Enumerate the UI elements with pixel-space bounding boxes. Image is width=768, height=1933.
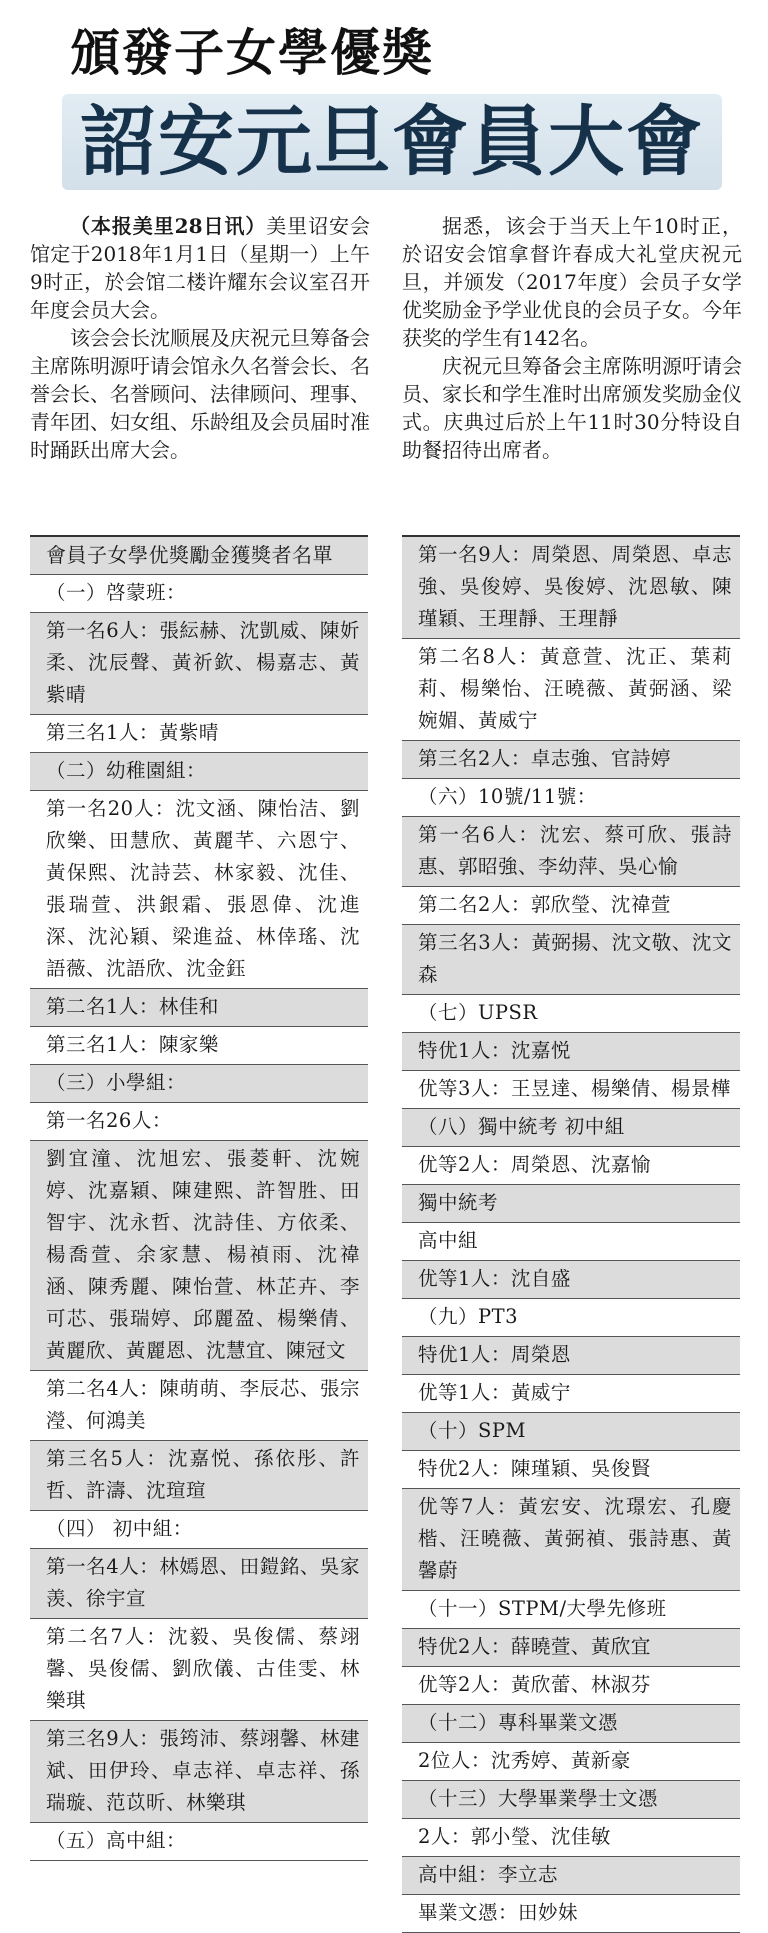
table-row: 劉宜潼、沈旭宏、張菱軒、沈婉婷、沈嘉穎、陳建熙、許智胜、田智宇、沈永哲、沈詩佳、方依柔、楊喬萱、余家慧、楊禎雨、沈禕涵、陳秀麗、陳怡萱、林芷卉、李可芯、張瑞婷、邱麗盈、楊樂倩、黃麗欣、黃麗恩、沈慧宜、陳冠文 — [30, 1141, 368, 1371]
table-row: 优等2人：周榮恩、沈嘉愉 — [402, 1147, 740, 1185]
article-paragraph — [402, 352, 742, 464]
article-text: 美里诏安会馆定于2018年1月1日（星期一）上午9时正，於会馆二楼许耀东会议室召开年度会员大会。 — [30, 214, 370, 322]
table-row: 特优1人：周榮恩 — [402, 1337, 740, 1375]
article-text: 该会会长沈顺展及庆祝元旦筹备会主席陈明源吁请会馆永久名誉会长、名誉会长、名誉顾问、法律顾问、理事、青年团、妇女组、乐龄组及会员届时准时踊跃出席大会。 — [30, 326, 370, 462]
table-row: 优等3人：王昱達、楊樂倩、楊景樺 — [402, 1071, 740, 1109]
table-header: 會員子女學优獎勵金獲獎者名單 — [30, 537, 368, 575]
table-row: 特优2人：薛曉萱、黃欣宜 — [402, 1629, 740, 1667]
table-row: （八）獨中統考 初中組 — [402, 1109, 740, 1147]
table-row: （五）高中組： — [30, 1823, 368, 1861]
table-row: 第三名1人：陳家樂 — [30, 1027, 368, 1065]
table-row: 第二名2人：郭欣瑩、沈禕萱 — [402, 887, 740, 925]
table-row: 优等2人：黃欣蕾、林淑芬 — [402, 1667, 740, 1705]
table-row: 2人：郭小瑩、沈佳敏 — [402, 1819, 740, 1857]
article-text: 据悉，该会于当天上午10时正，於诏安会馆拿督许春成大礼堂庆祝元旦，并颁发（2017年度）会员子女学优奖励金予学业优良的会员子女。今年获奖的学生有142名。 — [402, 214, 742, 350]
table-row: 2位人：沈秀婷、黃新豪 — [402, 1743, 740, 1781]
table-row: 第三名9人：張筠沛、蔡翊馨、林建斌、田伊玲、卓志祥、卓志祥、孫瑞璇、范苡昕、林樂琪 — [30, 1721, 368, 1823]
article-paragraph — [30, 212, 370, 324]
article-column-right — [402, 212, 742, 464]
article-paragraph — [402, 212, 742, 352]
table-row: （一）啓蒙班： — [30, 575, 368, 613]
table-row: 高中組：李立志 — [402, 1857, 740, 1895]
table-row: 第二名8人：黃意萱、沈正、葉莉莉、楊樂怡、汪曉薇、黃弼涵、梁婉媚、黃威宁 — [402, 639, 740, 741]
table-row: （七）UPSR — [402, 995, 740, 1033]
table-row: 第一名6人：張紜赫、沈凱威、陳妡柔、沈辰聲、黃祈欽、楊嘉志、黃紫晴 — [30, 613, 368, 715]
table-row: （九）PT3 — [402, 1299, 740, 1337]
table-row: 优等1人：沈自盛 — [402, 1261, 740, 1299]
table-row: （四） 初中組： — [30, 1511, 368, 1549]
table-row: 第一名26人： — [30, 1103, 368, 1141]
winners-table-right — [402, 535, 740, 1933]
table-row: 优等7人：黃宏安、沈璟宏、孔慶楷、汪曉薇、黃弼禎、張詩惠、黃馨蔚 — [402, 1489, 740, 1591]
table-row: 第一名4人：林嫣恩、田鎧銘、吳家羡、徐宇宣 — [30, 1549, 368, 1619]
table-row: 特优2人：陳瑾穎、吳俊賢 — [402, 1451, 740, 1489]
table-row: （十）SPM — [402, 1413, 740, 1451]
article-column-left — [30, 212, 370, 464]
table-row: （二）幼稚園組： — [30, 753, 368, 791]
table-row: 畢業文憑：田妙妹 — [402, 1895, 740, 1933]
table-row: 第三名3人：黃弼揚、沈文敬、沈文森 — [402, 925, 740, 995]
table-row: （三）小學組： — [30, 1065, 368, 1103]
table-row: 獨中統考 — [402, 1185, 740, 1223]
table-row: 第二名7人：沈毅、吳俊儒、蔡翊馨、吳俊儒、劉欣儀、古佳雯、林樂琪 — [30, 1619, 368, 1721]
table-row: 第三名1人：黃紫晴 — [30, 715, 368, 753]
winners-table-left — [30, 535, 368, 1861]
table-row: 第三名5人：沈嘉悦、孫依彤、許哲、許濤、沈瑄瑄 — [30, 1441, 368, 1511]
table-row: 优等1人：黃威宁 — [402, 1375, 740, 1413]
table-row: 特优1人：沈嘉悦 — [402, 1033, 740, 1071]
article-dateline: （本报美里28日讯） — [70, 214, 267, 238]
table-row: 第二名1人：林佳和 — [30, 989, 368, 1027]
table-row: （六）10號/11號： — [402, 779, 740, 817]
table-row: （十一）STPM/大學先修班 — [402, 1591, 740, 1629]
table-row: 第一名20人：沈文涵、陳怡洁、劉欣樂、田慧欣、黃麗芊、六恩宁、黃保熙、沈詩芸、林家毅、沈佳、張瑞萱、洪銀霜、張恩偉、沈進深、沈沁穎、梁進益、林倖瑤、沈語薇、沈語欣、沈金鈺 — [30, 791, 368, 989]
article-paragraph — [30, 324, 370, 464]
table-row: （十二）專科畢業文憑 — [402, 1705, 740, 1743]
table-row: （十三）大學畢業學士文憑 — [402, 1781, 740, 1819]
table-row: 第三名2人：卓志強、官詩婷 — [402, 741, 740, 779]
headline-line-2: 詔安元旦會員大會 — [80, 97, 704, 186]
headline-line-1: 頒發子女學優獎 — [70, 24, 434, 82]
table-row: 第一名9人：周榮恩、周榮恩、卓志強、吳俊婷、吳俊婷、沈恩敏、陳瑾穎、王理靜、王理靜 — [402, 537, 740, 639]
article-text: 庆祝元旦筹备会主席陈明源吁请会员、家长和学生准时出席颁发奖励金仪式。庆典过后於上午11时30分特设自助餐招待出席者。 — [402, 354, 742, 462]
table-row: 第一名6人：沈宏、蔡可欣、張詩惠、郭昭強、李幼萍、吳心愉 — [402, 817, 740, 887]
table-row: 高中組 — [402, 1223, 740, 1261]
table-row: 第二名4人：陳萌萌、李辰芯、張宗瀅、何鴻美 — [30, 1371, 368, 1441]
